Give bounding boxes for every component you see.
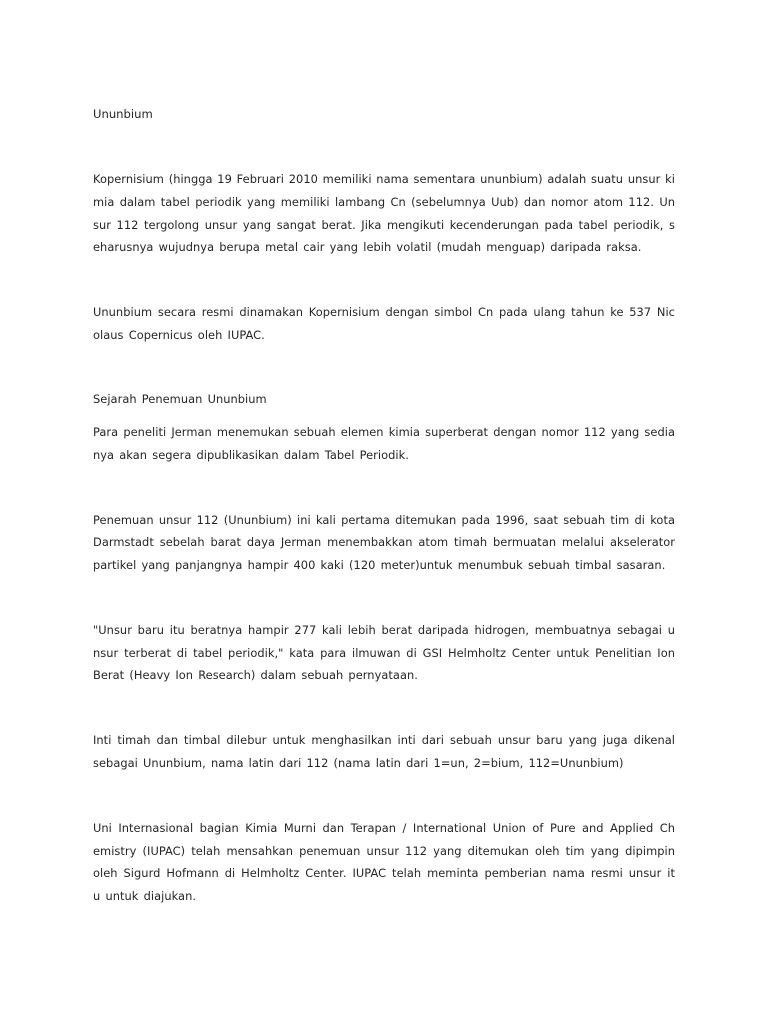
paragraph-line: Inti timah dan timbal dilebur untuk menghasilkan inti dari sebuah unsur baru yang juga dikenal — [93, 733, 675, 747]
paragraph-line: Berat (Heavy Ion Research) dalam sebuah pernyataan. — [93, 668, 418, 682]
paragraph-line: partikel yang panjangnya hampir 400 kaki (120 meter)untuk menumbuk sebuah timbal sasaran. — [93, 558, 666, 572]
paragraph-line: "Unsur baru itu beratnya hampir 277 kali lebih berat daripada hidrogen, membuatnya sebagai u — [93, 623, 675, 637]
paragraph-line: emistry (IUPAC) telah mensahkan penemuan unsur 112 yang ditemukan oleh tim yang dipimpin — [93, 844, 675, 858]
paragraph-line: Penemuan unsur 112 (Ununbium) ini kali pertama ditemukan pada 1996, saat sebuah tim di kota — [93, 513, 675, 527]
paragraph-line: olaus Copernicus oleh IUPAC. — [93, 328, 265, 342]
page-title: Ununbium — [93, 107, 153, 121]
section-heading-text: Sejarah Penemuan Ununbium — [93, 392, 267, 406]
paragraph-line: sebagai Ununbium, nama latin dari 112 (nama latin dari 1=un, 2=bium, 112=Ununbium) — [93, 756, 624, 770]
paragraph-line: oleh Sigurd Hofmann di Helmholtz Center. IUPAC telah meminta pemberian nama resmi unsur it — [93, 866, 675, 880]
paragraph-line: u untuk diajukan. — [93, 889, 197, 903]
paragraph-line: nsur terberat di tabel periodik," kata para ilmuwan di GSI Helmholtz Center untuk Penelitian Ion — [93, 646, 675, 660]
paragraph-line: eharusnya wujudnya berupa metal cair yang lebih volatil (mudah menguap) daripada raksa. — [93, 240, 642, 254]
paragraph-line: Para peneliti Jerman menemukan sebuah elemen kimia superberat dengan nomor 112 yang sedia — [93, 425, 675, 439]
paragraph-line: Uni Internasional bagian Kimia Murni dan Terapan / International Union of Pure and Applied Ch — [93, 821, 675, 835]
paragraph-line: Ununbium secara resmi dinamakan Kopernisium dengan simbol Cn pada ulang tahun ke 537 Nic — [93, 305, 675, 319]
paragraph-line: mia dalam tabel periodik yang memiliki lambang Cn (sebelumnya Uub) dan nomor atom 112. Un — [93, 195, 675, 209]
paragraph-line: Darmstadt sebelah barat daya Jerman menembakkan atom timah bermuatan melalui akselerator — [93, 535, 675, 549]
paragraph-line: sur 112 tergolong unsur yang sangat berat. Jika mengikuti kecenderungan pada tabel periodik, s — [93, 218, 675, 232]
paragraph-line: nya akan segera dipublikasikan dalam Tabel Periodik. — [93, 448, 409, 462]
paragraph-line: Kopernisium (hingga 19 Februari 2010 memiliki nama sementara ununbium) adalah suatu unsur ki — [93, 172, 675, 186]
